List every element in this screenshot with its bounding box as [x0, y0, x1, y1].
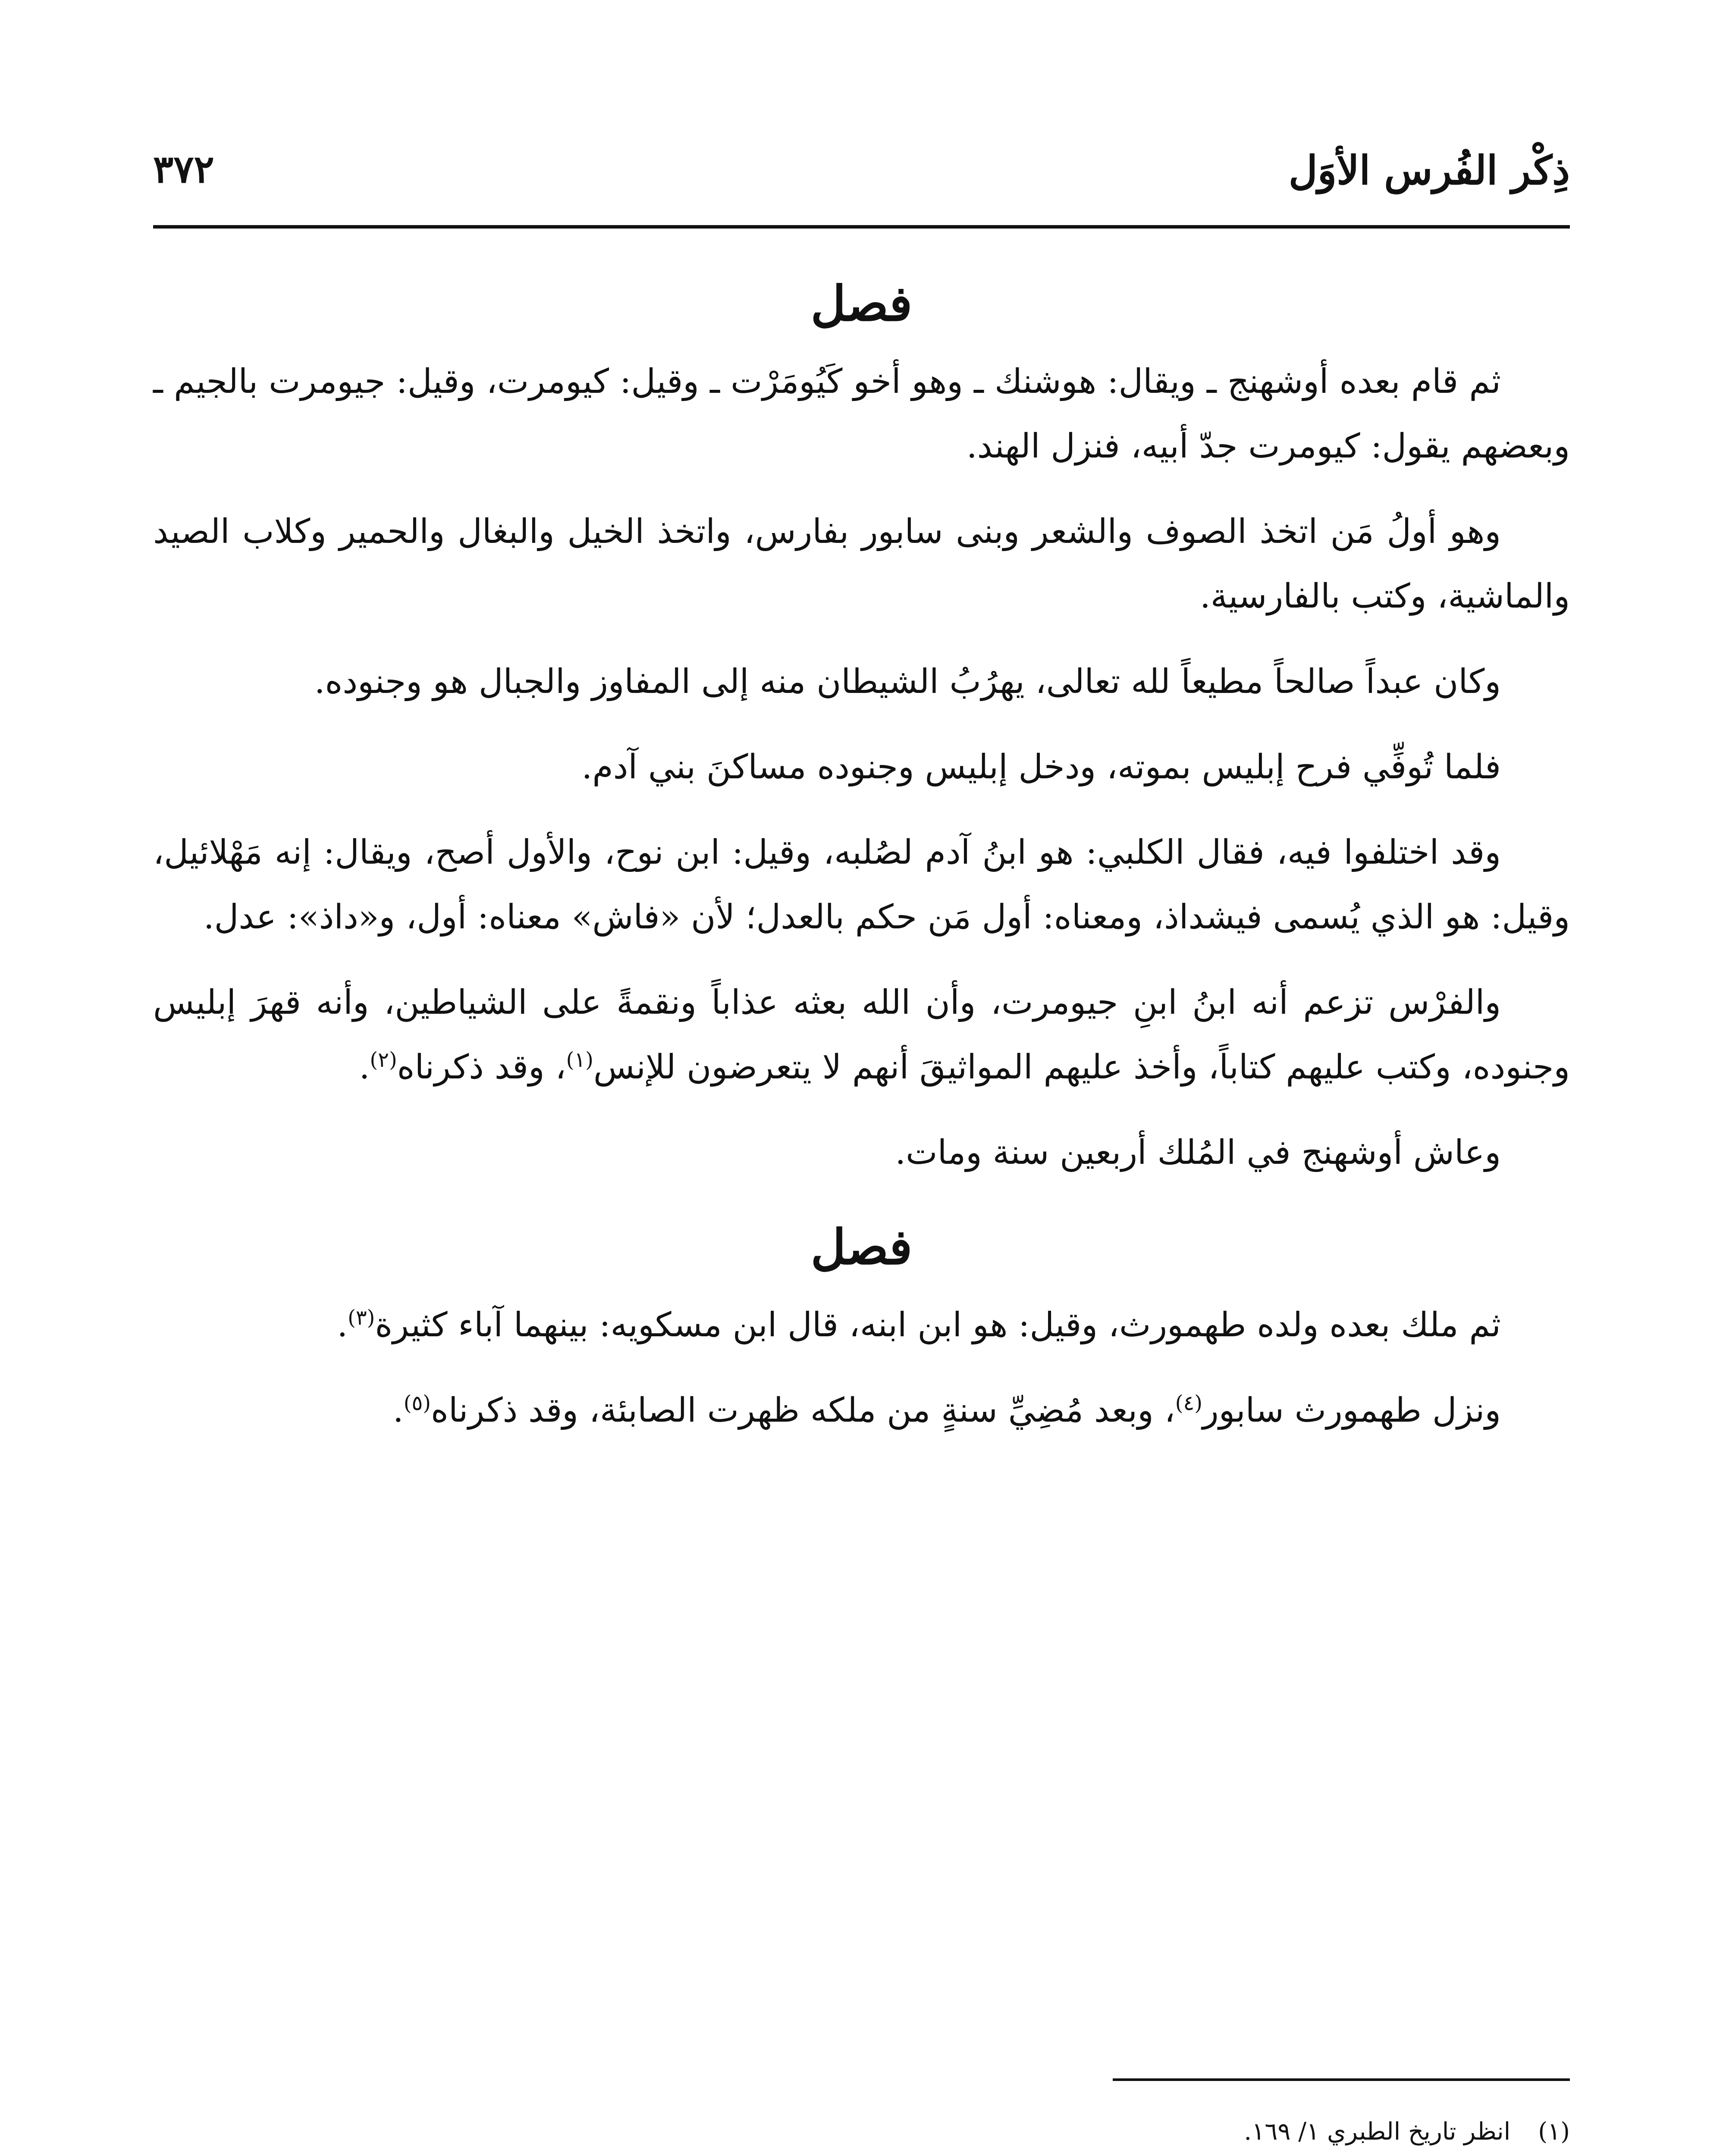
footnote — [153, 2104, 1570, 2156]
section-heading: فصل — [810, 1219, 913, 1275]
paragraph — [153, 499, 1570, 629]
footnote-marker[interactable]: (٥) — [403, 1391, 431, 1415]
header-rule — [153, 225, 1570, 229]
footnote-text: انظر تاريخ الطبري ١/ ١٦٩. — [1244, 2118, 1511, 2146]
footnote-marker[interactable]: (٣) — [348, 1306, 375, 1330]
paragraph-text: ثم قام بعده أوشهنج ـ ويقال: هوشنك ـ وهو أخو كَيُومَرْت ـ وقيل: كيومرت، وقيل: جيومرت بالجيم ـ وبعضهم يقول: كيومرت جدّ أبيه، فنزل الهند. — [153, 362, 1570, 466]
paragraph-text: ، وبعد مُضِيِّ سنةٍ من ملكه ظهرت الصابئة، وقد ذكرناه — [430, 1391, 1175, 1430]
footnote-marker[interactable]: (٤) — [1175, 1391, 1203, 1415]
footnotes — [153, 2104, 1570, 2156]
paragraph-text: . — [392, 1391, 404, 1430]
paragraph — [153, 735, 1570, 799]
paragraph — [153, 1378, 1570, 1443]
main-text — [153, 267, 1570, 1463]
paragraph — [153, 1120, 1570, 1185]
paragraph-text: . — [337, 1306, 348, 1344]
paragraph-text: ونزل طهمورث سابور — [1202, 1391, 1501, 1430]
paragraph-text: ، وقد ذكرناه — [397, 1048, 566, 1087]
section-heading: فصل — [810, 276, 913, 332]
paragraph — [153, 1293, 1570, 1357]
running-title: ذِكْر الفُرس الأوَل — [1288, 147, 1570, 194]
page-number: ٣٧٢ — [153, 147, 214, 191]
page-header — [153, 129, 1570, 233]
paragraph-text: وعاش أوشهنج في المُلك أربعين سنة ومات. — [895, 1133, 1501, 1172]
paragraph-text: وكان عبداً صالحاً مطيعاً لله تعالى، يهرُبُ الشيطان منه إلى المفاوز والجبال هو وجنوده. — [314, 662, 1501, 701]
footnote-rule — [1113, 2078, 1570, 2081]
footnote-number: (١) — [1538, 2118, 1570, 2146]
paragraph-text: والفرْس تزعم أنه ابنُ ابنِ جيومرت، وأن الله بعثه عذاباً ونقمةً على الشياطين، وأنه قهرَ إبليس وجنوده، وكتب عليهم كتاباً، وأخذ عليهم المواثيقَ أنهم لا يتعرضون للإنس — [153, 983, 1570, 1087]
paragraph-text: فلما تُوفِّي فرح إبليس بموته، ودخل إبليس وجنوده مساكنَ بني آدم. — [581, 748, 1501, 787]
paragraph — [153, 349, 1570, 479]
footnote-marker[interactable]: (١) — [566, 1048, 593, 1072]
paragraph — [153, 970, 1570, 1100]
paragraph-text: . — [359, 1048, 370, 1087]
paragraph-text: وهو أولُ مَن اتخذ الصوف والشعر وبنى سابور بفارس، واتخذ الخيل والبغال والحمير وكلاب الصيد والماشية، وكتب بالفارسية. — [153, 512, 1570, 616]
paragraph-text: وقد اختلفوا فيه، فقال الكلبي: هو ابنُ آدم لصُلبه، وقيل: ابن نوح، والأول أصح، ويقال: إنه مَهْلائيل، وقيل: هو الذي يُسمى فيشداذ، ومعناه: أول مَن حكم بالعدل؛ لأن «فاش» معناه: أول، و«داذ»: عدل. — [153, 833, 1570, 937]
footnote-marker[interactable]: (٢) — [370, 1048, 397, 1072]
paragraph-text: ثم ملك بعده ولده طهمورث، وقيل: هو ابن ابنه، قال ابن مسكويه: بينهما آباء كثيرة — [375, 1306, 1501, 1344]
paragraph — [153, 649, 1570, 714]
paragraph — [153, 820, 1570, 950]
